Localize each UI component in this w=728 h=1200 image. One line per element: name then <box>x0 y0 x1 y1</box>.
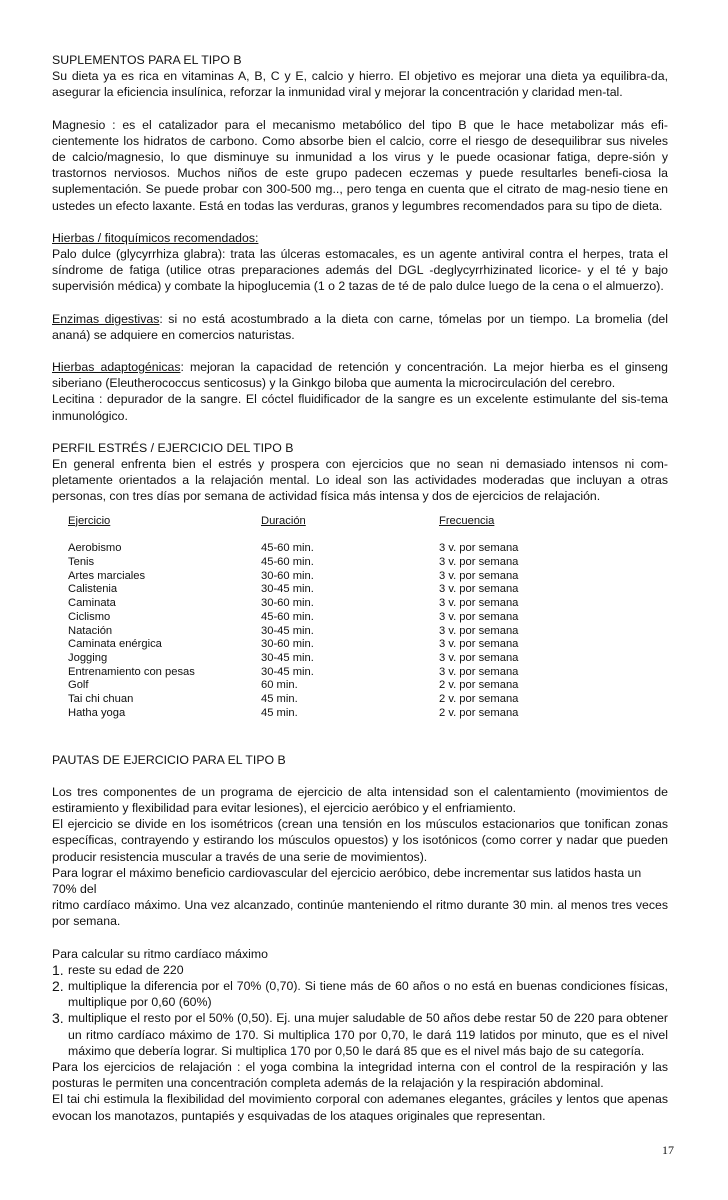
guidelines-paragraph-3b: ritmo cardíaco máximo. Una vez alcanzado, continúe manteniendo el ritmo durante 30 min. al menos tres veces por semana. <box>52 898 668 929</box>
table-header-row <box>68 515 569 543</box>
exercise-cell: Jogging <box>68 652 108 664</box>
header-exercise: Ejercicio <box>68 514 111 527</box>
duration-cell: 30-60 min. <box>261 569 314 582</box>
list-item <box>52 962 668 978</box>
enzymes-text: : si no está acostumbrado a la dieta con carne, tómelas por un tiempo. La bromelia (del ananá) se adquiere en comercios naturistas. <box>52 311 668 342</box>
enzymes-title: Enzimas digestivas <box>52 311 160 326</box>
duration-cell: 30-60 min. <box>261 638 314 651</box>
herbs-title: Hierbas / fitoquímicos recomendados: <box>52 230 259 245</box>
exercise-cell: Aerobismo <box>68 542 122 555</box>
lecithin-paragraph: Lecitina : depurador de la sangre. El cóctel fluidificador de la sangre es un excelente estimulante del sis-tema inmunológico. <box>52 392 668 423</box>
exercise-cell: Caminata enérgica <box>68 638 162 651</box>
frequency-cell: 3 v. por semana <box>439 597 519 610</box>
exercise-cell: Hatha yoga <box>68 706 126 719</box>
relaxation-paragraph: Para los ejercicios de relajación : el yoga combina la integridad interna con el control de la respiración y las posturas le permiten una concentración completa además de la relajación y la respiración abdominal. <box>52 1059 668 1091</box>
duration-cell: 30-45 min. <box>261 583 314 596</box>
supplements-heading: SUPLEMENTOS PARA EL TIPO B <box>52 53 242 67</box>
table-row <box>68 597 569 611</box>
duration-cell: 45-60 min. <box>261 556 314 569</box>
taichi-paragraph: El tai chi estimula la flexibilidad del movimiento corporal con ademanes elegantes, gráciles y lentos que apenas evocan los manotazos, puntapiés y esquivadas de los ataques originales que representan. <box>52 1092 668 1123</box>
duration-cell: 45-60 min. <box>261 610 314 623</box>
exercise-cell: Tai chi chuan <box>68 693 134 706</box>
calc-steps <box>52 962 668 1059</box>
adaptogen-text: : mejoran la capacidad de retención y concentración. La mejor hierba es el ginseng siberiano (Eleutherococcus senticosus) y la Ginkgo biloba que aumenta la microcirculación del cerebro. <box>52 360 668 391</box>
frequency-cell: 3 v. por semana <box>439 624 519 637</box>
supplements-intro: Su dieta ya es rica en vitaminas A, B, C y E, calcio y hierro. El objetivo es mejorar una dieta ya equilibra-da, asegurar la eficiencia insulínica, reforzar la inmunidad viral y mejorar la concentración y claridad men-tal. <box>52 69 668 100</box>
frequency-cell: 2 v. por semana <box>439 706 519 719</box>
frequency-cell: 3 v. por semana <box>439 610 519 623</box>
guidelines-paragraph-3a: Para lograr el máximo beneficio cardiovascular del ejercicio aeróbico, debe incrementar sus latidos hasta un 70% del <box>52 865 642 896</box>
stress-paragraph: En general enfrenta bien el estrés y prospera con ejercicios que no sean ni demasiado intensos ni com-pletamente orientados a la relajación mental. Lo ideal son las actividades moderadas que incluyan a otras personas, con tres días por semana de actividad física más intensa y dos de ejercicios de relajación. <box>52 457 668 504</box>
duration-cell: 30-45 min. <box>261 665 314 678</box>
frequency-cell: 3 v. por semana <box>439 569 519 582</box>
enzymes-paragraph <box>52 311 668 343</box>
table-row <box>68 570 569 584</box>
adaptogen-title: Hierbas adaptogénicas <box>52 360 181 375</box>
step-text: reste su edad de 220 <box>68 962 184 977</box>
list-item <box>52 1010 668 1059</box>
exercise-cell: Artes marciales <box>68 569 146 582</box>
exercise-cell: Natación <box>68 624 113 637</box>
frequency-cell: 2 v. por semana <box>439 679 519 692</box>
duration-cell: 30-45 min. <box>261 652 314 664</box>
exercise-cell: Calistenia <box>68 583 118 596</box>
duration-cell: 45 min. <box>261 693 298 706</box>
header-frequency: Frecuencia <box>439 514 495 527</box>
duration-cell: 45-60 min. <box>261 542 314 555</box>
step-text: multiplique el resto por el 50% (0,50). Ej. una mujer saludable de 50 años debe restar 50 de 220 para obtener un ritmo cardíaco máximo de 170. Si multiplica 170 por 0,70, le dará 119 latidos por minuto, que es el nivel máximo que debería lograr. Si multiplica 170 por 0,50 le dará 85 que es el nivel más bajo de su categoría. <box>68 1011 668 1058</box>
exercise-cell: Tenis <box>68 556 95 569</box>
exercise-table <box>68 515 569 721</box>
table-row <box>68 611 569 625</box>
table-row <box>68 707 569 721</box>
licorice-paragraph: Palo dulce (glycyrrhiza glabra): trata las úlceras estomacales, es un agente antiviral contra el herpes, trata el síndrome de fatiga (utilice otras preparaciones además del DGL -deglycyrrhizinated licorice- y el té y bajo supervisión médica) y combate la hipoglucemia (1 o 2 tazas de té de palo dulce luego de la cena o el almuerzo). <box>52 247 668 294</box>
frequency-cell: 3 v. por semana <box>439 638 519 651</box>
table-row <box>68 693 569 707</box>
stress-heading: PERFIL ESTRÉS / EJERCICIO DEL TIPO B <box>52 440 294 455</box>
guidelines-heading: PAUTAS DE EJERCICIO PARA EL TIPO B <box>52 752 286 767</box>
table-row <box>68 556 569 570</box>
page-number: 17 <box>662 1143 674 1157</box>
step-text: multiplique la diferencia por el 70% (0,70). Si tiene más de 60 años o no está en buenas condiciones físicas, multiplique por 0,60 (60%) <box>68 978 668 1010</box>
table-row <box>68 652 569 666</box>
frequency-cell: 3 v. por semana <box>439 556 519 569</box>
frequency-cell: 3 v. por semana <box>439 583 519 596</box>
duration-cell: 45 min. <box>261 706 298 719</box>
exercise-cell: Golf <box>68 679 89 692</box>
exercise-cell: Entrenamiento con pesas <box>68 665 195 678</box>
adaptogen-paragraph <box>52 359 668 391</box>
table-row <box>68 625 569 639</box>
table-row <box>68 638 569 652</box>
table-row <box>68 666 569 680</box>
header-duration: Duración <box>261 514 306 527</box>
frequency-cell: 3 v. por semana <box>439 665 519 678</box>
table-row <box>68 542 569 556</box>
magnesium-paragraph: Magnesio : es el catalizador para el mecanismo metabólico del tipo B que le hace metabolizar más efi-cientemente los hidratos de carbono. Como absorbe bien el calcio, corre el riesgo de desequilibrar sus niveles de calcio/magnesio, lo que disminuye su inmunidad a los virus y le puede ocasionar fatiga, depre-sión y trastornos nerviosos. Muchos niños de este grupo padecen eczemas y puede resultarles benefi-ciosa la suplementación. Se puede probar con 300-500 mg.., pero tenga en cuenta que el citrato de mag-nesio tiene en ustedes un efecto laxante. Está en todas las verduras, granos y legumbres recomendados para su tipo de dieta. <box>52 117 668 213</box>
duration-cell: 30-60 min. <box>261 597 314 610</box>
duration-cell: 60 min. <box>261 679 298 692</box>
table-row <box>68 583 569 597</box>
duration-cell: 30-45 min. <box>261 624 314 637</box>
step-number: 1. <box>52 961 64 978</box>
exercise-cell: Caminata <box>68 597 116 610</box>
step-number: 3. <box>52 1010 64 1027</box>
frequency-cell: 3 v. por semana <box>439 652 519 664</box>
calc-intro: Para calcular su ritmo cardíaco máximo <box>52 946 268 961</box>
frequency-cell: 2 v. por semana <box>439 693 519 706</box>
guidelines-paragraph-1: Los tres componentes de un programa de ejercicio de alta intensidad son el calentamiento (movimientos de estiramiento y flexibilidad para evitar lesiones), el ejercicio aeróbico y el enfriamiento. <box>52 784 668 815</box>
exercise-cell: Ciclismo <box>68 610 111 623</box>
list-item <box>52 978 668 1010</box>
step-number: 2. <box>52 977 64 994</box>
document-page <box>52 52 668 1124</box>
table-row <box>68 679 569 693</box>
guidelines-paragraph-2: El ejercicio se divide en los isométricos (crean una tensión en los músculos estacionarios que tonifican zonas específicas, contrayendo y estirando los músculos opuestos) y los isotónicos (como correr y nadar que pueden producir resistencia muscular a través de una serie de movimientos). <box>52 817 668 864</box>
frequency-cell: 3 v. por semana <box>439 542 519 555</box>
